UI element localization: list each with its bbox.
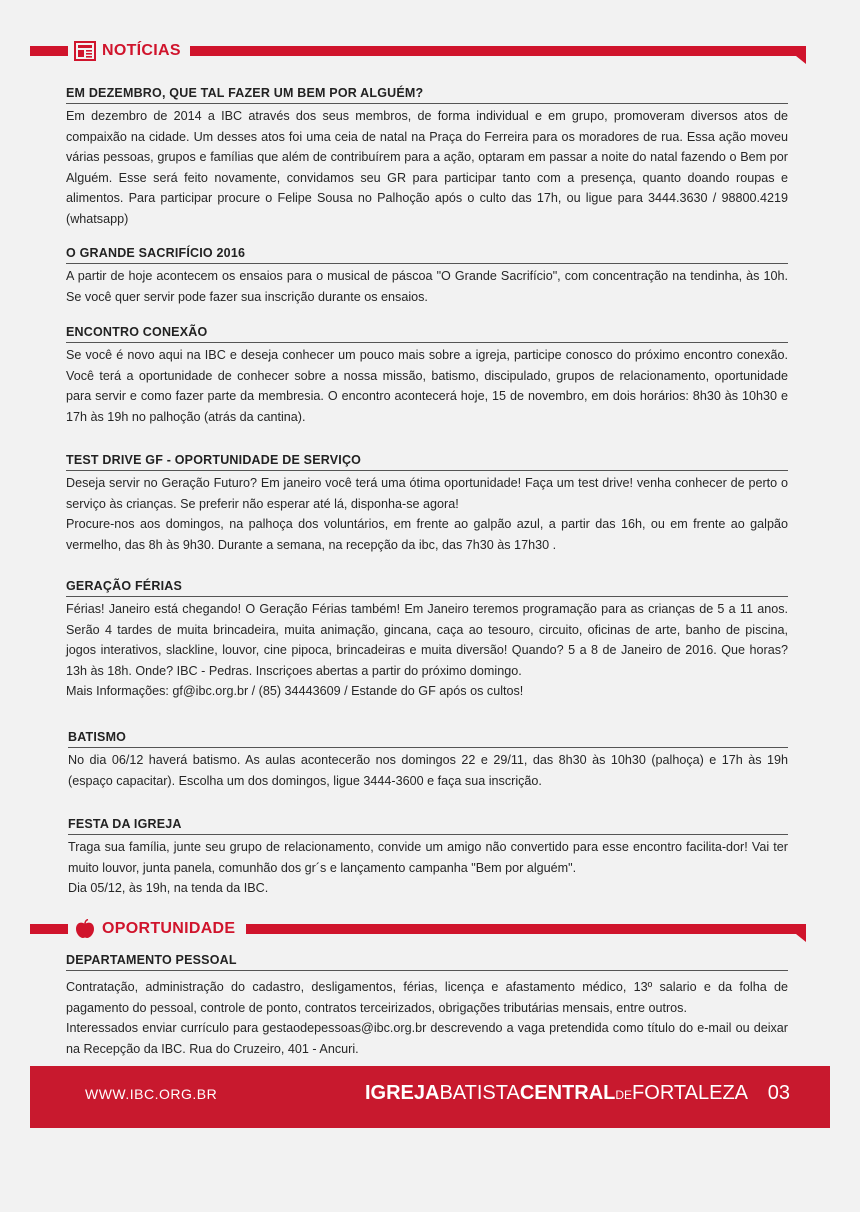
- article-body: Férias! Janeiro está chegando! O Geração Férias também! Em Janeiro teremos programação para as crianças de 5 a 11 anos. Serão 4 tardes de muita brincadeira, muita animação, gincana, caça ao tesouro, circuito, oficinas de arte, banho de piscina, jogos interativos, slackline, louvor, cine pipoca, brincadeiras e muita diversão! Quando? 5 a 8 de Janeiro de 2016. Que horas? 13h às 18h. Onde? IBC - Pedras. Inscriçoes abertas a partir do próximo domingo.: [66, 602, 788, 678]
- section-tab: [796, 934, 806, 942]
- section-line-right: [246, 924, 806, 934]
- article-body: A partir de hoje acontecem os ensaios para o musical de páscoa "O Grande Sacrifício", com concentração na tendinha, às 10h. Se você quer servir pode fazer sua inscrição durante os ensaios.: [66, 269, 788, 304]
- article-ferias: [66, 579, 788, 702]
- page-number: 03: [767, 1082, 790, 1104]
- article-title: TEST DRIVE GF - OPORTUNIDADE DE SERVIÇO: [66, 453, 788, 471]
- article-title: DEPARTAMENTO PESSOAL: [66, 953, 788, 971]
- article-body: Traga sua família, junte seu grupo de relacionamento, convide um amigo não convertido para esse encontro facilita-dor! Vai ter muito louvor, junta panela, comunhão dos gr´s e lançamento campanha "Bem por alguém".: [68, 840, 788, 875]
- article-sacrificio: [66, 246, 788, 307]
- section-title: OPORTUNIDADE: [102, 920, 236, 937]
- section-line-left: [30, 924, 68, 934]
- brand-central: CENTRAL: [519, 1082, 616, 1104]
- article-body: Mais Informações: gf@ibc.org.br / (85) 34443609 / Estande do GF após os cultos!: [66, 684, 524, 698]
- brand-igreja: IGREJA: [364, 1082, 440, 1104]
- page-footer: [30, 1066, 830, 1128]
- church-brand: [365, 1082, 748, 1105]
- section-header-noticias: [30, 40, 806, 64]
- section-title: NOTÍCIAS: [102, 42, 181, 59]
- brand-de: DE: [615, 1088, 633, 1102]
- section-tab: [796, 56, 806, 64]
- article-festa: [68, 817, 788, 899]
- article-body: Se você é novo aqui na IBC e deseja conhecer um pouco mais sobre a igreja, participe conosco do próximo encontro conexão. Você terá a oportunidade de conhecer sobre a nossa missão, batismo, discipulado, grupos de relacionamento, oportunidade para servir e como fazer parte da membresia. O encontro acontecerá hoje, 15 de novembro, em dois horários: 8h30 às 10h30 e 17h às 19h no palhoção (atrás da cantina).: [66, 348, 788, 424]
- section-line-right: [190, 46, 806, 56]
- article-pessoal: [66, 953, 788, 1059]
- article-body: Deseja servir no Geração Futuro? Em janeiro você terá uma ótima oportunidade! Faça um test drive! venha conhecer de perto o serviço às crianças. Se preferir não esperar até lá, disponha-se agora!: [66, 476, 788, 511]
- article-title: GERAÇÃO FÉRIAS: [66, 579, 788, 597]
- article-title: EM DEZEMBRO, QUE TAL FAZER UM BEM POR ALGUÉM?: [66, 86, 788, 104]
- section-line-left: [30, 46, 68, 56]
- article-body: Contratação, administração do cadastro, desligamentos, férias, licença e afastamento médico, 13º salario e da folha de pagamento do pessoal, controle de ponto, contratos terceirizados, obrigações tributárias mensais, entre outros.: [66, 980, 788, 1015]
- website-link[interactable]: WWW.IBC.ORG.BR: [85, 1086, 218, 1102]
- article-title: O GRANDE SACRIFÍCIO 2016: [66, 246, 788, 264]
- article-title: FESTA DA IGREJA: [68, 817, 788, 835]
- article-body: Interessados enviar currículo para gestaodepessoas@ibc.org.br descrevendo a vaga pretendida como título do e-mail ou deixar na Recepção da IBC. Rua do Cruzeiro, 401 - Ancuri.: [66, 1021, 788, 1056]
- article-body: No dia 06/12 haverá batismo. As aulas acontecerão nos domingos 22 e 29/11, das 8h30 às 10h30 (palhoça) e 17h às 19h (espaço capacitar). Escolha um dos domingos, ligue 3444-3600 e faça sua inscrição.: [68, 753, 788, 788]
- article-title: BATISMO: [68, 730, 788, 748]
- article-title: ENCONTRO CONEXÃO: [66, 325, 788, 343]
- brand-batista: BATISTA: [439, 1082, 520, 1104]
- article-batismo: [68, 730, 788, 791]
- newspaper-icon: [74, 41, 96, 61]
- section-header-oportunidade: [30, 918, 806, 942]
- article-conexao: [66, 325, 788, 427]
- article-body: Procure-nos aos domingos, na palhoça dos voluntários, em frente ao galpão azul, a partir das 16h, ou em frente ao galpão vermelho, das 8h às 9h30. Durante a semana, na recepção da ibc, das 7h30 às 17h30 .: [66, 517, 788, 552]
- article-dezembro: [66, 86, 788, 229]
- article-testdrive: [66, 453, 788, 555]
- article-body: Dia 05/12, às 19h, na tenda da IBC.: [68, 881, 269, 895]
- article-body: Em dezembro de 2014 a IBC através dos seus membros, de forma individual e em grupo, promoveram diversos atos de compaixão na cidade. Um desses atos foi uma ceia de natal na Praça do Ferreira para os moradores de rua. Essa ação moveu várias pessoas, grupos e famílias que além de contribuírem para a ação, optaram em passar a noite do natal fazendo o Bem por Alguém. Esse será feito novamente, convidamos seu GR para participar tanto com a presença, quanto doando roupas e alimentos. Para participar procure o Felipe Sousa no Palhoção após o culto das 17h, ou ligue para 3444.3630 / 98800.4219 (whatsapp): [66, 109, 788, 226]
- brand-fortaleza: FORTALEZA: [632, 1082, 748, 1104]
- apple-icon: [74, 919, 96, 939]
